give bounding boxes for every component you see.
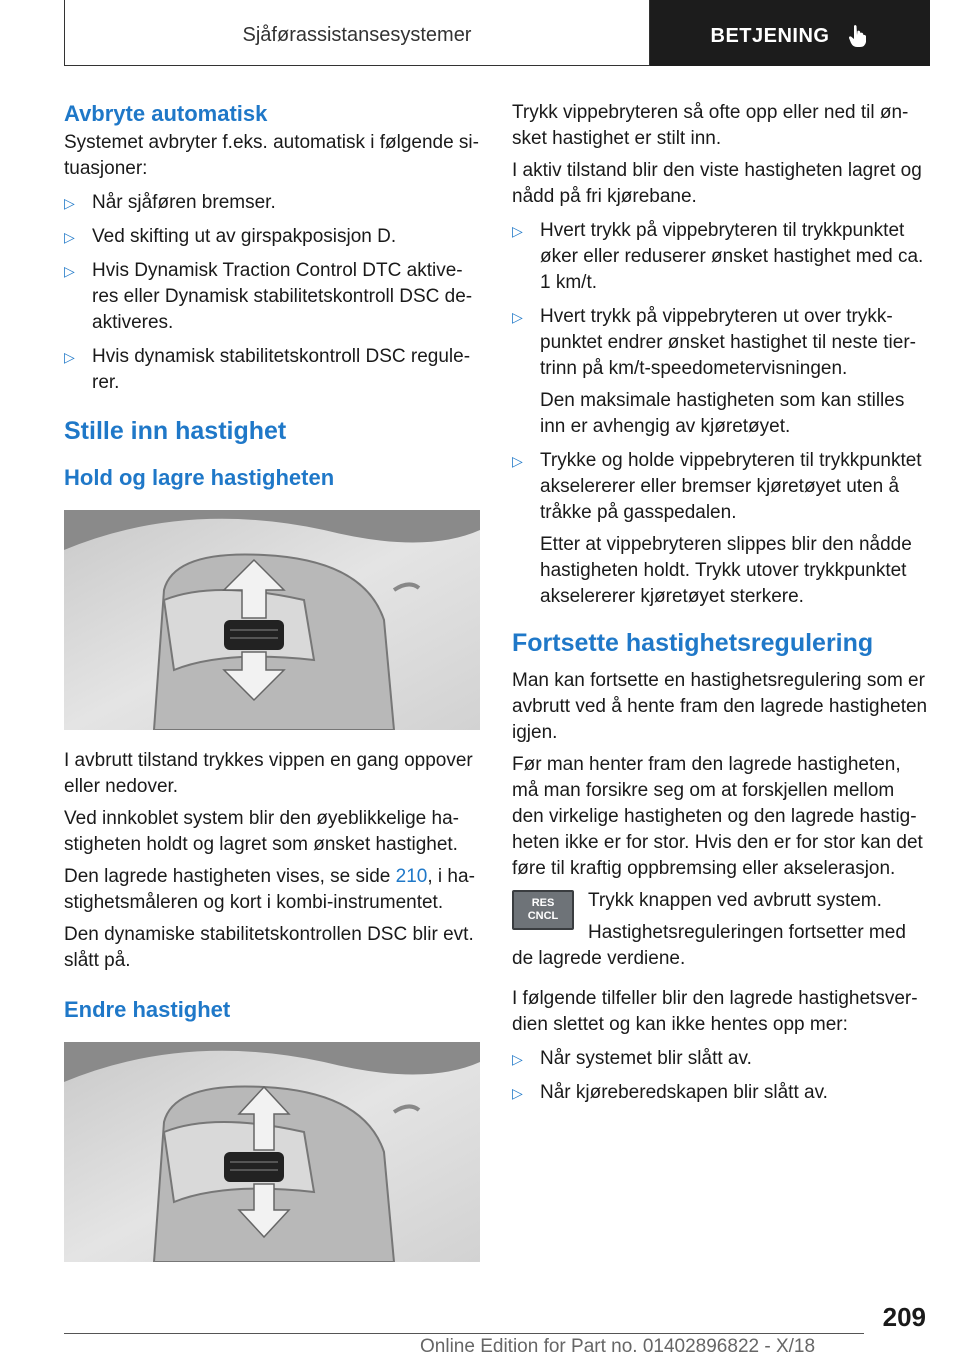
triangle-bullet-icon: ▷ [512,1085,523,1101]
trykk-p1: Trykk vippebryteren så ofte opp eller ned til ønsket hastighet er stilt inn. [512,102,909,149]
fortsette-p2: Før man henter fram den lagrede hastigheten, må man forsikre seg om at forskjellen mellom den virkelige hastigheten og den lagrede hastigheten ikke er for stor. Hvis den er for stor kan det føre til kraftig oppbremsing eller akselerasjon. [512,754,923,879]
list-item: ▷ Ved skifting ut av girspakposisjon D. [64,224,482,250]
res-cncl-button-icon: RES CNCL [512,890,574,930]
avbryte-intro: Systemet avbryter f.eks. automatisk i følgende situasjoner: [64,132,479,179]
heading-fortsette: Fortsette hastighetsregulering [512,629,874,657]
list-item: ▷ Når kjøreberedskapen blir slått av. [512,1080,930,1106]
endre-list [512,218,930,610]
list-item: ▷ Hvert trykk på vippebryteren ut over trykkpunktet endrer ønsket hastighet til neste tiertrinn på km/t-speedometervisningen. Den maksimale hastigheten som kan stilles inn er avhengig av kjøretøyet. [512,306,916,437]
pointing-hand-icon [847,24,869,48]
fortsette-p1: Man kan fortsette en hastighetsregulering som er avbrutt ved å hente fram den lagrede hastigheten igjen. [512,670,928,743]
list-item: ▷ Hvert trykk på vippebryteren til trykkpunktet øker eller reduserer ønsket hastighet med ca. 1 km/t. [512,220,924,293]
slettet-intro: I følgende tilfeller blir den lagrede hastighetsverdien slettet og kan ikke hentes opp mer: [512,988,918,1035]
hold-p4: Den dynamiske stabilitetskontrollen DSC blir evt. slått på. [64,924,474,971]
triangle-bullet-icon: ▷ [64,195,75,211]
avbryte-list [64,190,482,396]
right-column [512,100,930,1116]
heading-stille-inn: Stille inn hastighet [64,417,287,445]
chapter-title: BETJENING [710,24,830,47]
page-header [64,0,930,66]
list-item: ▷ Hvis dynamisk stabilitetskontroll DSC regulerer. [64,346,471,393]
list-item: ▷ Trykke og holde vippebryteren til trykkpunktet akselererer eller bremser kjøretøyet uten å tråkke på gasspedalen. Etter at vippebryteren slippes blir den nådde hastigheten holdt. Trykk utover trykkpunktet akselererer kjøretøyet sterkere. [512,450,922,607]
heading-hold-lagre: Hold og lagre hastigheten [64,465,335,490]
heading-avbryte: Avbryte automatisk [64,101,268,126]
hold-p1: I avbrutt tilstand trykkes vippen en gang oppover eller nedover. [64,750,473,797]
edition-text: Online Edition for Part no. 01402896822 - X/18 [420,1336,816,1357]
res-cncl-block [512,888,930,972]
triangle-bullet-icon: ▷ [512,223,523,239]
footer-divider [64,1333,864,1334]
triangle-bullet-icon: ▷ [512,309,523,325]
chapter-tab[interactable] [650,0,930,66]
hold-p2: Ved innkoblet system blir den øyeblikkelige hastigheten holdt og lagret som ønsket hastighet. [64,808,459,855]
triangle-bullet-icon: ▷ [64,349,75,365]
trykk-p2: I aktiv tilstand blir den viste hastigheten lagret og nådd på fri kjørebane. [512,160,922,207]
list-item: ▷ Hvis Dynamisk Traction Control DTC aktiveres eller Dynamisk stabilitetskontroll DSC deaktiveres. [64,260,473,333]
page-link-210[interactable]: 210 [395,866,428,887]
res-p2: Hastighetsreguleringen fortsetter med de lagrede verdiene. [512,922,906,969]
res-p1: Trykk knappen ved avbrutt system. [588,890,882,911]
list-item: ▷ Når systemet blir slått av. [512,1046,930,1072]
page-number: 209 [882,1302,926,1332]
section-title: Sjåførassistansesystemer [64,0,650,66]
slettet-list [512,1046,930,1106]
steering-wheel-rocker-image-1 [64,510,480,730]
triangle-bullet-icon: ▷ [512,1051,523,1067]
triangle-bullet-icon: ▷ [64,229,75,245]
triangle-bullet-icon: ▷ [512,453,523,469]
heading-endre: Endre hastighet [64,997,231,1022]
steering-wheel-rocker-image-2 [64,1042,480,1262]
hold-p3: Den lagrede hastigheten vises, se side 210, i hastighetsmåleren og kort i kombi-instrumentet. [64,866,475,913]
left-column [64,100,482,1280]
triangle-bullet-icon: ▷ [64,263,75,279]
list-item: ▷ Når sjåføren bremser. [64,190,482,216]
